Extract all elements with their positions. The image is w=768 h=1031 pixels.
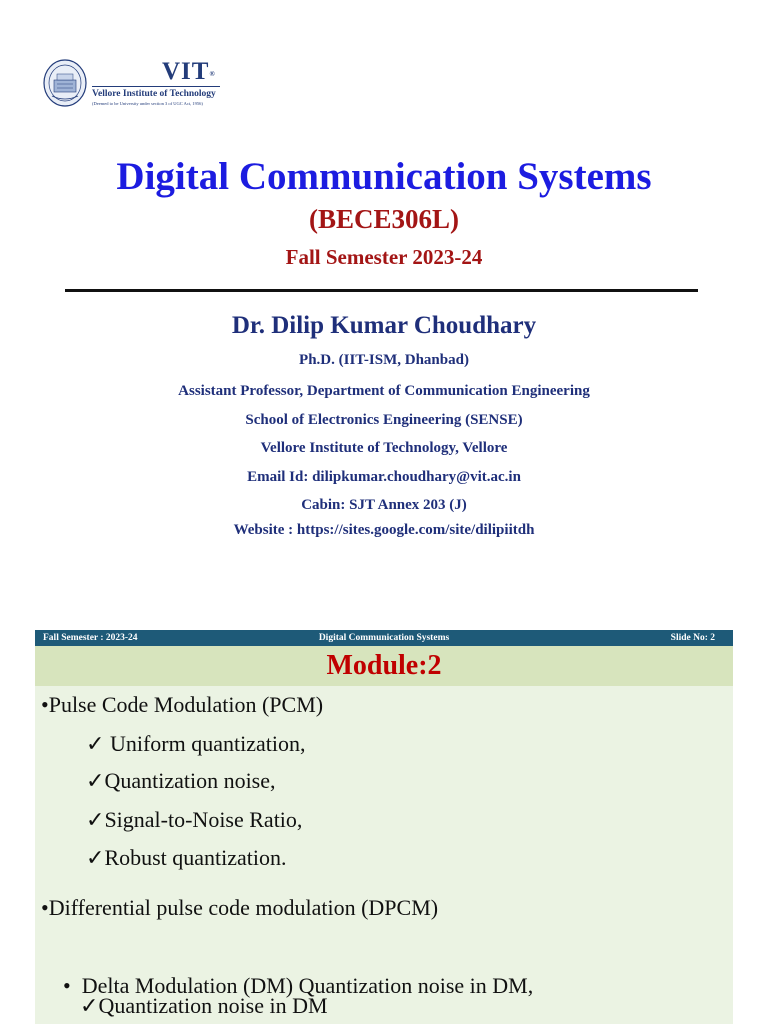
header-semester: Fall Semester : 2023-24	[43, 633, 138, 643]
list-item: ✓ Uniform quantization,	[86, 729, 305, 759]
logo-tagline: (Deemed to be University under section 3 of UGC Act, 1956)	[92, 101, 203, 106]
instructor-email: Email Id: dilipkumar.choudhary@vit.ac.in	[247, 469, 521, 485]
list-item: ✓Robust quantization.	[86, 843, 287, 873]
logo-rule	[92, 86, 220, 87]
checkmark-icon: ✓	[86, 807, 105, 832]
title-divider	[65, 289, 698, 292]
instructor-position: Assistant Professor, Department of Communication Engineering	[178, 383, 590, 399]
list-item: • Delta Modulation (DM) Quantization noise in DM,	[41, 941, 533, 1031]
header-course: Digital Communication Systems	[318, 633, 450, 643]
checkmark-icon: ✓	[80, 993, 99, 1018]
instructor-institute: Vellore Institute of Technology, Vellore	[260, 440, 508, 456]
checkmark-icon: ✓	[86, 731, 105, 756]
bullet-icon: •	[63, 973, 71, 998]
slide-header-bar	[35, 630, 733, 646]
module-slide	[35, 630, 733, 1024]
instructor-school: School of Electronics Engineering (SENSE)	[245, 412, 523, 428]
bullet-icon: •	[41, 692, 49, 717]
list-item: ✓Signal-to-Noise Ratio,	[86, 805, 302, 835]
course-title: Digital Communication Systems	[116, 155, 652, 198]
vit-logo	[42, 58, 222, 110]
checkmark-icon: ✓	[86, 768, 105, 793]
logo-brand: VIT®	[162, 58, 216, 85]
vit-seal-icon	[42, 58, 88, 108]
list-item: •Pulse Code Modulation (PCM)	[41, 690, 323, 720]
module-title-band	[35, 646, 733, 686]
instructor-cabin: Cabin: SJT Annex 203 (J)	[301, 497, 467, 513]
header-slide-number: Slide No: 2	[670, 633, 715, 643]
instructor-degree: Ph.D. (IIT-ISM, Dhanbad)	[299, 352, 469, 368]
list-item: •Differential pulse code modulation (DPCM)	[41, 893, 438, 923]
checkmark-icon: ✓	[86, 845, 105, 870]
instructor-website: Website : https://sites.google.com/site/dilipiitdh	[233, 522, 535, 538]
logo-institute-name: Vellore Institute of Technology	[92, 89, 216, 99]
instructor-name: Dr. Dilip Kumar Choudhary	[231, 312, 537, 339]
bullet-icon: •	[41, 895, 49, 920]
semester-label: Fall Semester 2023-24	[285, 245, 483, 269]
list-item: ✓Quantization noise in DM	[80, 991, 328, 1021]
list-item: ✓Quantization noise,	[86, 766, 276, 796]
module-title: Module:2	[326, 650, 442, 681]
course-code: (BECE306L)	[308, 204, 460, 234]
